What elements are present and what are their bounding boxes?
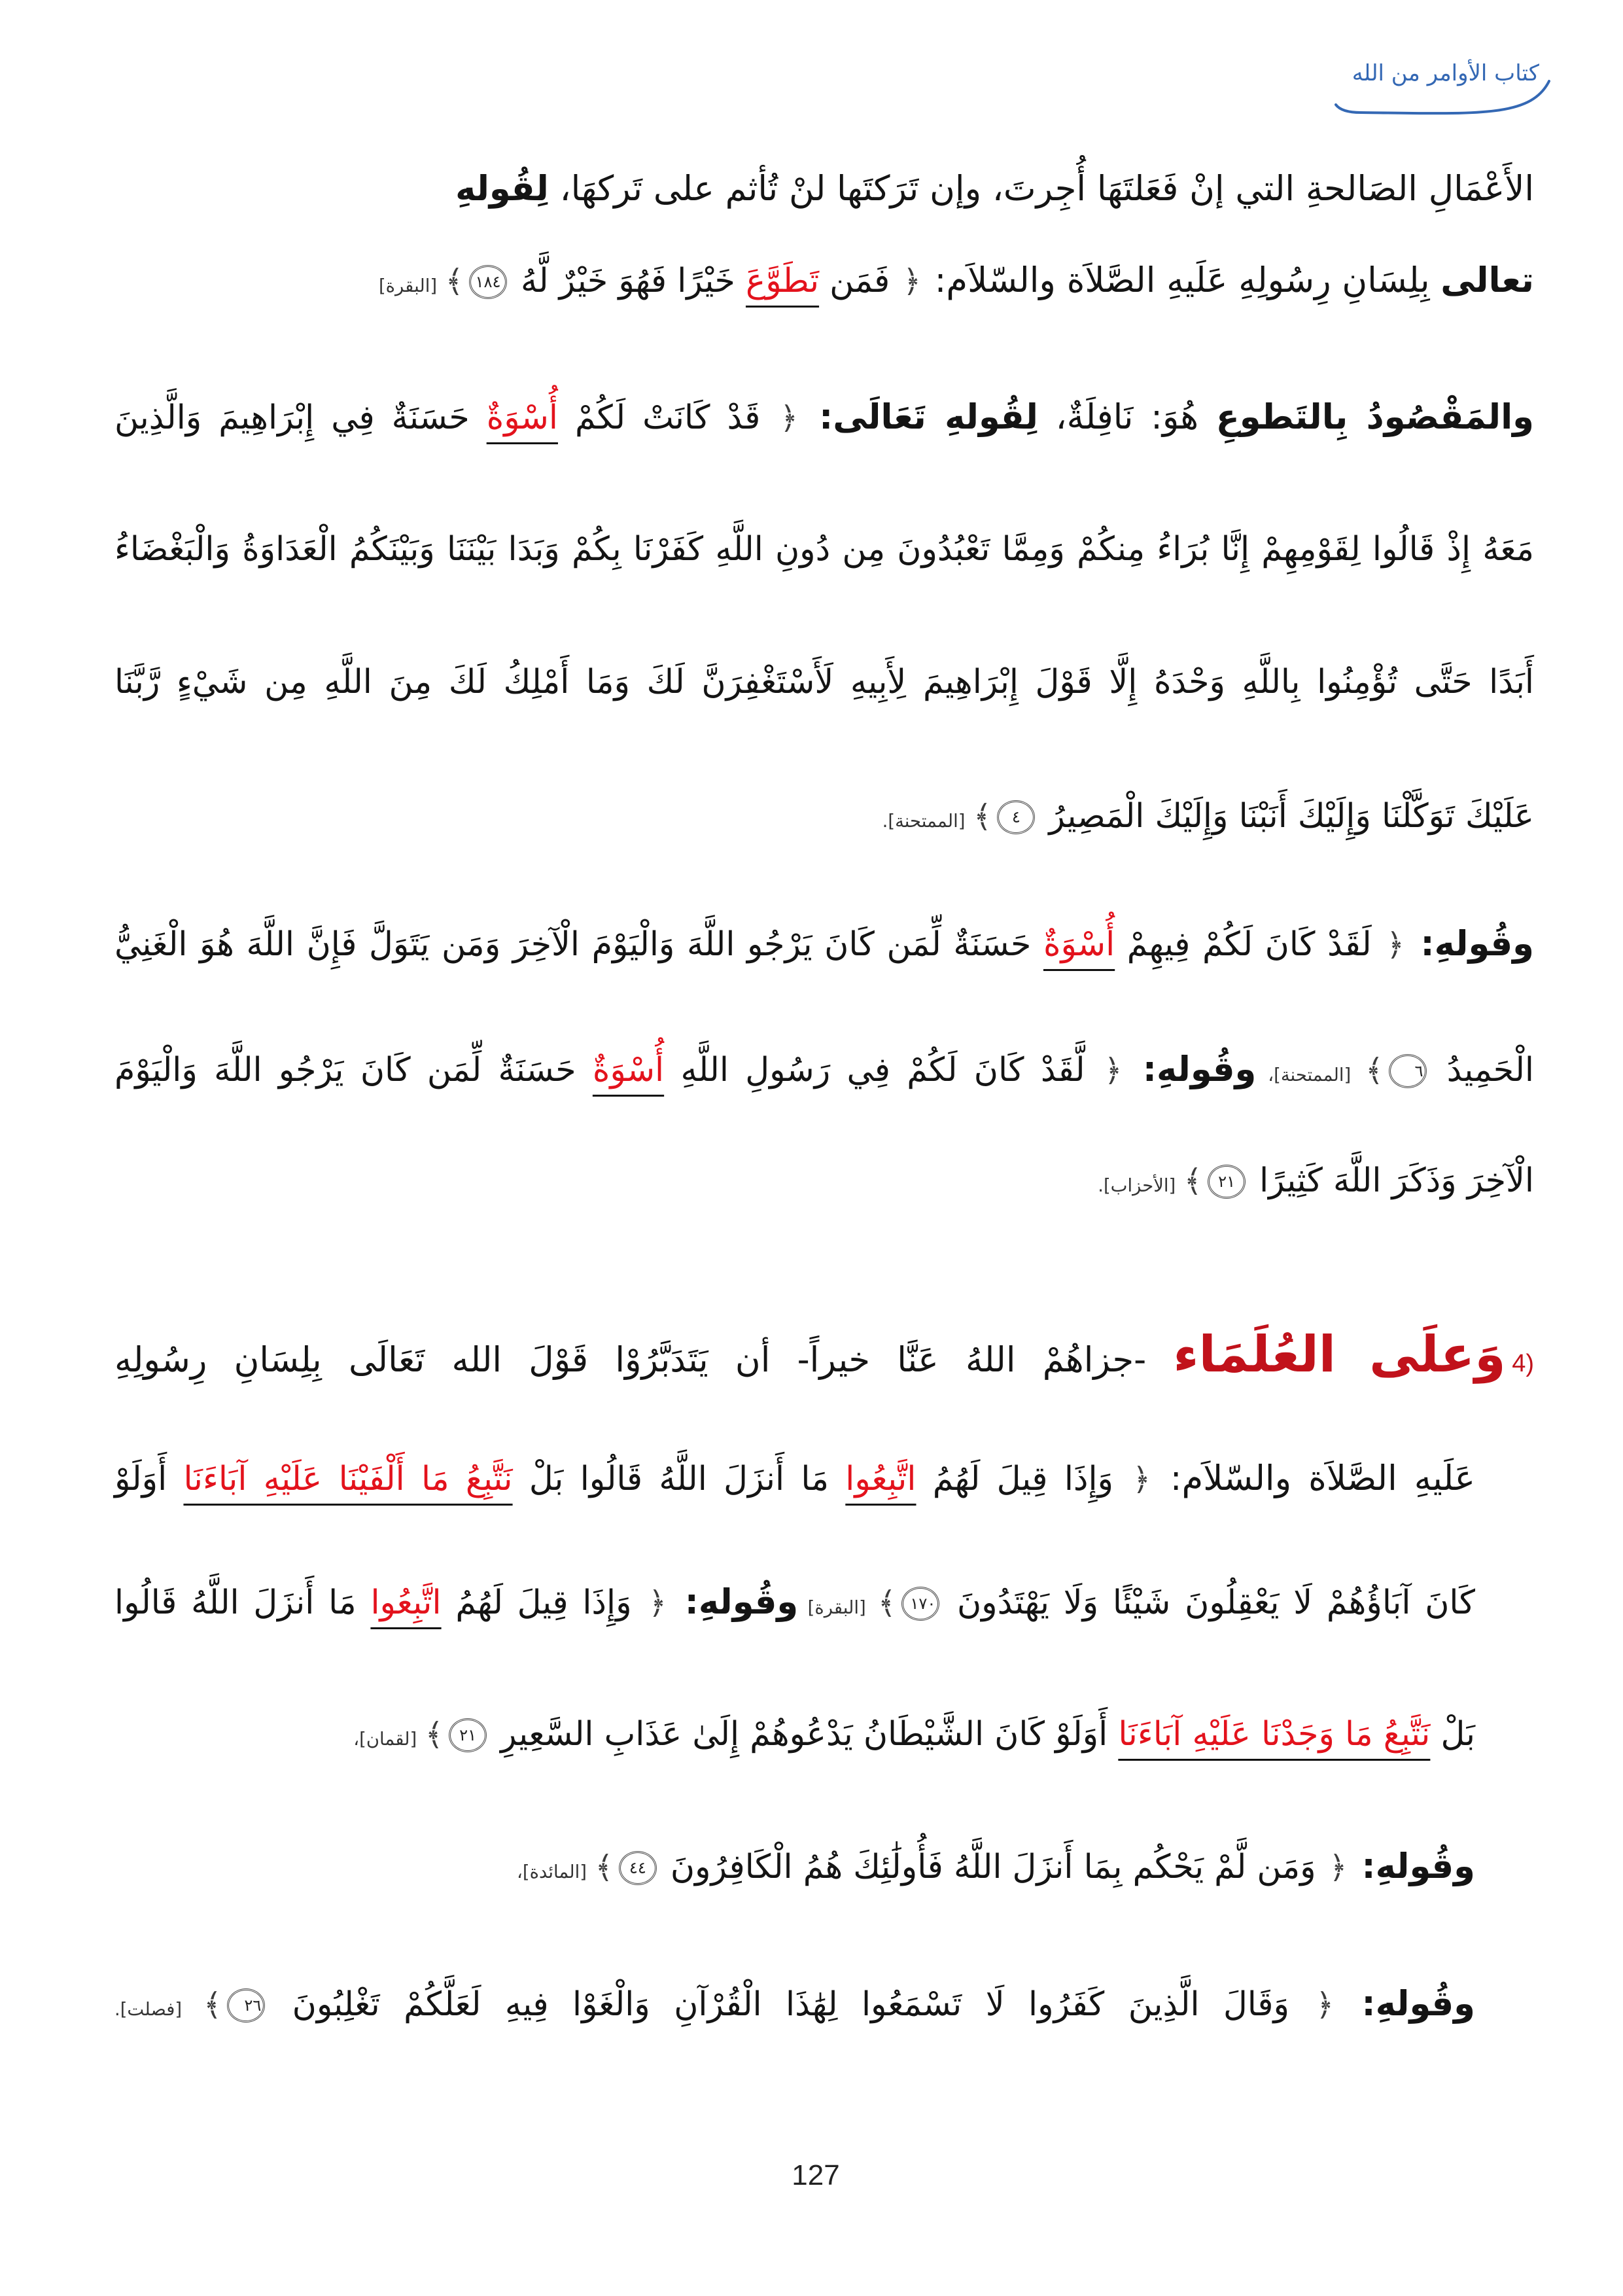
line-text — [114, 1458, 1475, 1498]
highlighted-keyword: نَتَّبِعُ مَا وَجَدْنَا عَلَيْهِ آبَاءَنَا — [1118, 1714, 1431, 1753]
surah-reference: [لقمان]، — [353, 1729, 423, 1750]
surah-reference: [الممتحنة]. — [882, 811, 971, 832]
quran-text: لَّقَدْ كَانَ لَكُمْ فِي رَسُولِ اللَّهِ — [664, 1050, 1102, 1089]
line-text — [353, 1714, 1475, 1754]
text-line — [114, 889, 1534, 1000]
line-text — [455, 169, 1534, 209]
highlighted-keyword: أُسْوَةٌ — [592, 1050, 665, 1089]
quran-open-bracket: ﴿ — [903, 264, 922, 300]
quran-open-bracket: ﴿ — [1329, 1850, 1348, 1886]
emphasis-text: تعالى — [1440, 260, 1534, 300]
quran-text: قَدْ كَانَتْ لَكُمْ — [557, 398, 778, 436]
list-number: 4) — [1512, 1350, 1534, 1377]
ayah-number: ٢١ — [449, 1718, 487, 1752]
quran-text: وَإِذَا قِيلَ لَهُمُ — [916, 1459, 1130, 1498]
text-line — [114, 1949, 1475, 2060]
text-line — [114, 493, 1534, 605]
quran-open-bracket: ﴿ — [1132, 1462, 1151, 1498]
quran-close-bracket: ﴾ — [203, 1987, 222, 2023]
quran-text: مَا أَنزَلَ اللَّهُ قَالُوا بَلْ — [512, 1459, 846, 1498]
emphasis-text: وقُولهِ: — [1406, 924, 1534, 964]
line-text — [114, 1984, 1475, 2024]
quran-text: الْآخِرَ وَذَكَرَ اللَّهَ كَثِيرًا — [1248, 1161, 1534, 1199]
emphasis-text: وقُولهِ: — [1350, 1846, 1475, 1886]
quran-text: مَعَهُ إِذْ قَالُوا لِقَوْمِهِمْ إِنَّا بُرَاءُ مِنكُمْ وَمِمَّا تَعْبُدُونَ مِن دُونِ اللَّهِ كَفَرْنَا بِكُمْ وَبَدَا بَيْنَنَا وَبَيْنَكُمُ الْعَدَاوَةُ وَالْبَغْضَاءُ — [114, 529, 1534, 568]
quran-text: عَلَيْكَ تَوَكَّلْنَا وَإِلَيْكَ أَنَبْنَا وَإِلَيْكَ الْمَصِيرُ — [1038, 796, 1534, 835]
text-line — [114, 760, 1534, 872]
text-line — [114, 1423, 1475, 1534]
quran-text: حَسَنَةٌ لِّمَن كَانَ يَرْجُو اللَّهَ وَالْيَوْمَ الْآخِرَ وَمَن يَتَوَلَّ فَإِنَّ اللَّهَ هُوَ الْغَنِيُّ — [114, 925, 1043, 963]
ayah-number: ٤٤ — [619, 1851, 657, 1885]
line-text — [1098, 1160, 1534, 1200]
surah-reference: [فصلت]. — [114, 2000, 201, 2020]
surah-reference: [الممتحنة]، — [1256, 1065, 1363, 1086]
text-line — [114, 1678, 1475, 1790]
surah-reference: [البقرة] — [378, 276, 443, 296]
highlighted-keyword: أُسْوَةٌ — [486, 398, 558, 436]
quran-open-bracket: ﴿ — [648, 1585, 667, 1621]
quran-close-bracket: ﴾ — [595, 1850, 614, 1886]
text-line — [114, 1014, 1534, 1125]
quran-text: لَقَدْ كَانَ لَكُمْ فِيهِمْ — [1115, 925, 1384, 963]
text-line — [114, 1299, 1534, 1411]
quran-text: حَسَنَةٌ فِي إِبْرَاهِيمَ وَالَّذِينَ — [114, 398, 487, 436]
page-number: 127 — [792, 2159, 840, 2191]
line-text — [114, 397, 1534, 437]
highlighted-keyword: تَطَوَّعَ — [745, 261, 820, 300]
ayah-number: ١٨٤ — [469, 265, 507, 299]
line-text — [114, 924, 1534, 964]
emphasis-text: لِقُولهِ — [455, 169, 549, 209]
quran-close-bracket: ﴾ — [877, 1585, 896, 1621]
quran-close-bracket: ﴾ — [973, 799, 992, 835]
emphasis-text: وقُولهِ: — [669, 1582, 799, 1622]
ayah-number: ١٧٠ — [901, 1587, 939, 1621]
emphasis-text: لِقُولهِ تَعَالَى: — [800, 397, 1038, 437]
quran-text: أَوَلَوْ — [114, 1459, 184, 1498]
line-text — [114, 529, 1534, 569]
line-text — [114, 1582, 1475, 1622]
ayah-number: ٢٦ — [227, 1988, 265, 2022]
section-heading: وَعلَى العُلَمَاء — [1173, 1326, 1506, 1384]
book-title-header: كتاب الأوامر من الله — [1352, 60, 1539, 86]
body-text: الأَعْمَالِ الصَالحةِ التي إنْ فَعَلتَهَا أُجِرتَ، وإن تَرَكتَها لنْ تُأثم على تَركهَا، — [548, 169, 1534, 209]
quran-text: وَإِذَا قِيلَ لَهُمُ — [441, 1583, 646, 1621]
quran-open-bracket: ﴿ — [1316, 1987, 1335, 2023]
ayah-number: ٤ — [997, 800, 1035, 834]
body-text: بِلِسَانِ رِسُولِهِ عَلَيهِ الصَّلاَة والسّلاَم: — [923, 260, 1441, 300]
quran-text: حَسَنَةٌ لِّمَن كَانَ يَرْجُو اللَّهَ وَالْيَوْمَ — [114, 1050, 593, 1089]
line-text — [379, 260, 1534, 300]
quran-text: وَقَالَ الَّذِينَ كَفَرُوا لَا تَسْمَعُوا لِهَٰذَا الْقُرْآنِ وَالْغَوْا فِيهِ لَعَلَّكُمْ تَغْلِبُونَ — [268, 1985, 1314, 2023]
quran-open-bracket: ﴿ — [1104, 1053, 1123, 1089]
body-text: عَلَيهِ الصَّلاَة والسّلاَم: — [1153, 1458, 1475, 1498]
quran-close-bracket: ﴾ — [445, 264, 464, 300]
quran-close-bracket: ﴾ — [1365, 1053, 1384, 1089]
quran-close-bracket: ﴾ — [425, 1717, 444, 1753]
highlighted-keyword: اتَّبِعُوا — [845, 1459, 916, 1498]
quran-text: كَانَ آبَاؤُهُمْ لَا يَعْقِلُونَ شَيْئًا وَلَا يَهْتَدُونَ — [943, 1583, 1475, 1621]
quran-open-bracket: ﴿ — [780, 400, 798, 436]
highlighted-keyword: أُسْوَةٌ — [1043, 925, 1115, 963]
quran-text: بَلْ — [1430, 1714, 1475, 1753]
line-text — [882, 796, 1534, 836]
quran-text: خَيْرًا فَهُوَ خَيْرٌ لَّهُ — [510, 261, 746, 300]
quran-text: فَمَن — [819, 261, 901, 300]
surah-reference: [المائدة]، — [517, 1862, 593, 1882]
body-text: -جزاهُمْ اللهُ عَنَّا خيراً- أن يَتَدَبَّرُوْا قَوْلَ الله تَعَالَى بِلِسَانِ رِسُولِهِ — [114, 1340, 1174, 1380]
line-text — [114, 662, 1534, 701]
surah-reference: [البقرة] — [798, 1598, 876, 1618]
emphasis-text: وقُولهِ: — [1125, 1050, 1257, 1089]
line-text — [114, 1326, 1534, 1384]
surah-reference: [الأحزاب]. — [1098, 1176, 1181, 1196]
text-line — [114, 1125, 1534, 1236]
text-line — [114, 1547, 1475, 1658]
quran-text: أَبَدًا حَتَّى تُؤْمِنُوا بِاللَّهِ وَحْدَهُ إِلَّا قَوْلَ إِبْرَاهِيمَ لِأَبِيهِ لَأَسْتَغْفِرَنَّ لَكَ وَمَا أَمْلِكُ لَكَ مِنَ اللَّهِ مِن شَيْءٍ رَّبَّنَا — [114, 662, 1534, 701]
emphasis-text: وقُولهِ: — [1336, 1984, 1475, 2024]
ayah-number: ٦ — [1389, 1054, 1427, 1088]
text-line — [114, 626, 1534, 737]
quran-open-bracket: ﴿ — [1386, 927, 1405, 963]
body-text: هُوَ: نَافِلَةٌ، — [1038, 397, 1216, 437]
text-line — [114, 225, 1534, 336]
quran-text: وَمَن لَّمْ يَحْكُم بِمَا أَنزَلَ اللَّهُ فَأُولَٰئِكَ هُمُ الْكَافِرُونَ — [659, 1847, 1327, 1886]
highlighted-keyword: اتَّبِعُوا — [370, 1583, 442, 1621]
quran-text: الْحَمِيدُ — [1430, 1050, 1534, 1089]
quran-close-bracket: ﴾ — [1183, 1163, 1202, 1199]
line-text — [114, 1050, 1534, 1089]
ayah-number: ٢١ — [1208, 1165, 1246, 1199]
emphasis-text: والمَقْصُودُ بِالتَطوعِ — [1215, 397, 1534, 437]
text-line — [114, 1811, 1475, 1922]
text-line — [114, 362, 1534, 473]
line-text — [517, 1846, 1475, 1886]
quran-text: مَا أَنزَلَ اللَّهُ قَالُوا — [114, 1583, 371, 1621]
highlighted-keyword: نَتَّبِعُ مَا أَلْفَيْنَا عَلَيْهِ آبَاءَنَا — [183, 1459, 513, 1498]
quran-text: أَوَلَوْ كَانَ الشَّيْطَانُ يَدْعُوهُمْ إِلَىٰ عَذَابِ السَّعِيرِ — [489, 1714, 1119, 1753]
